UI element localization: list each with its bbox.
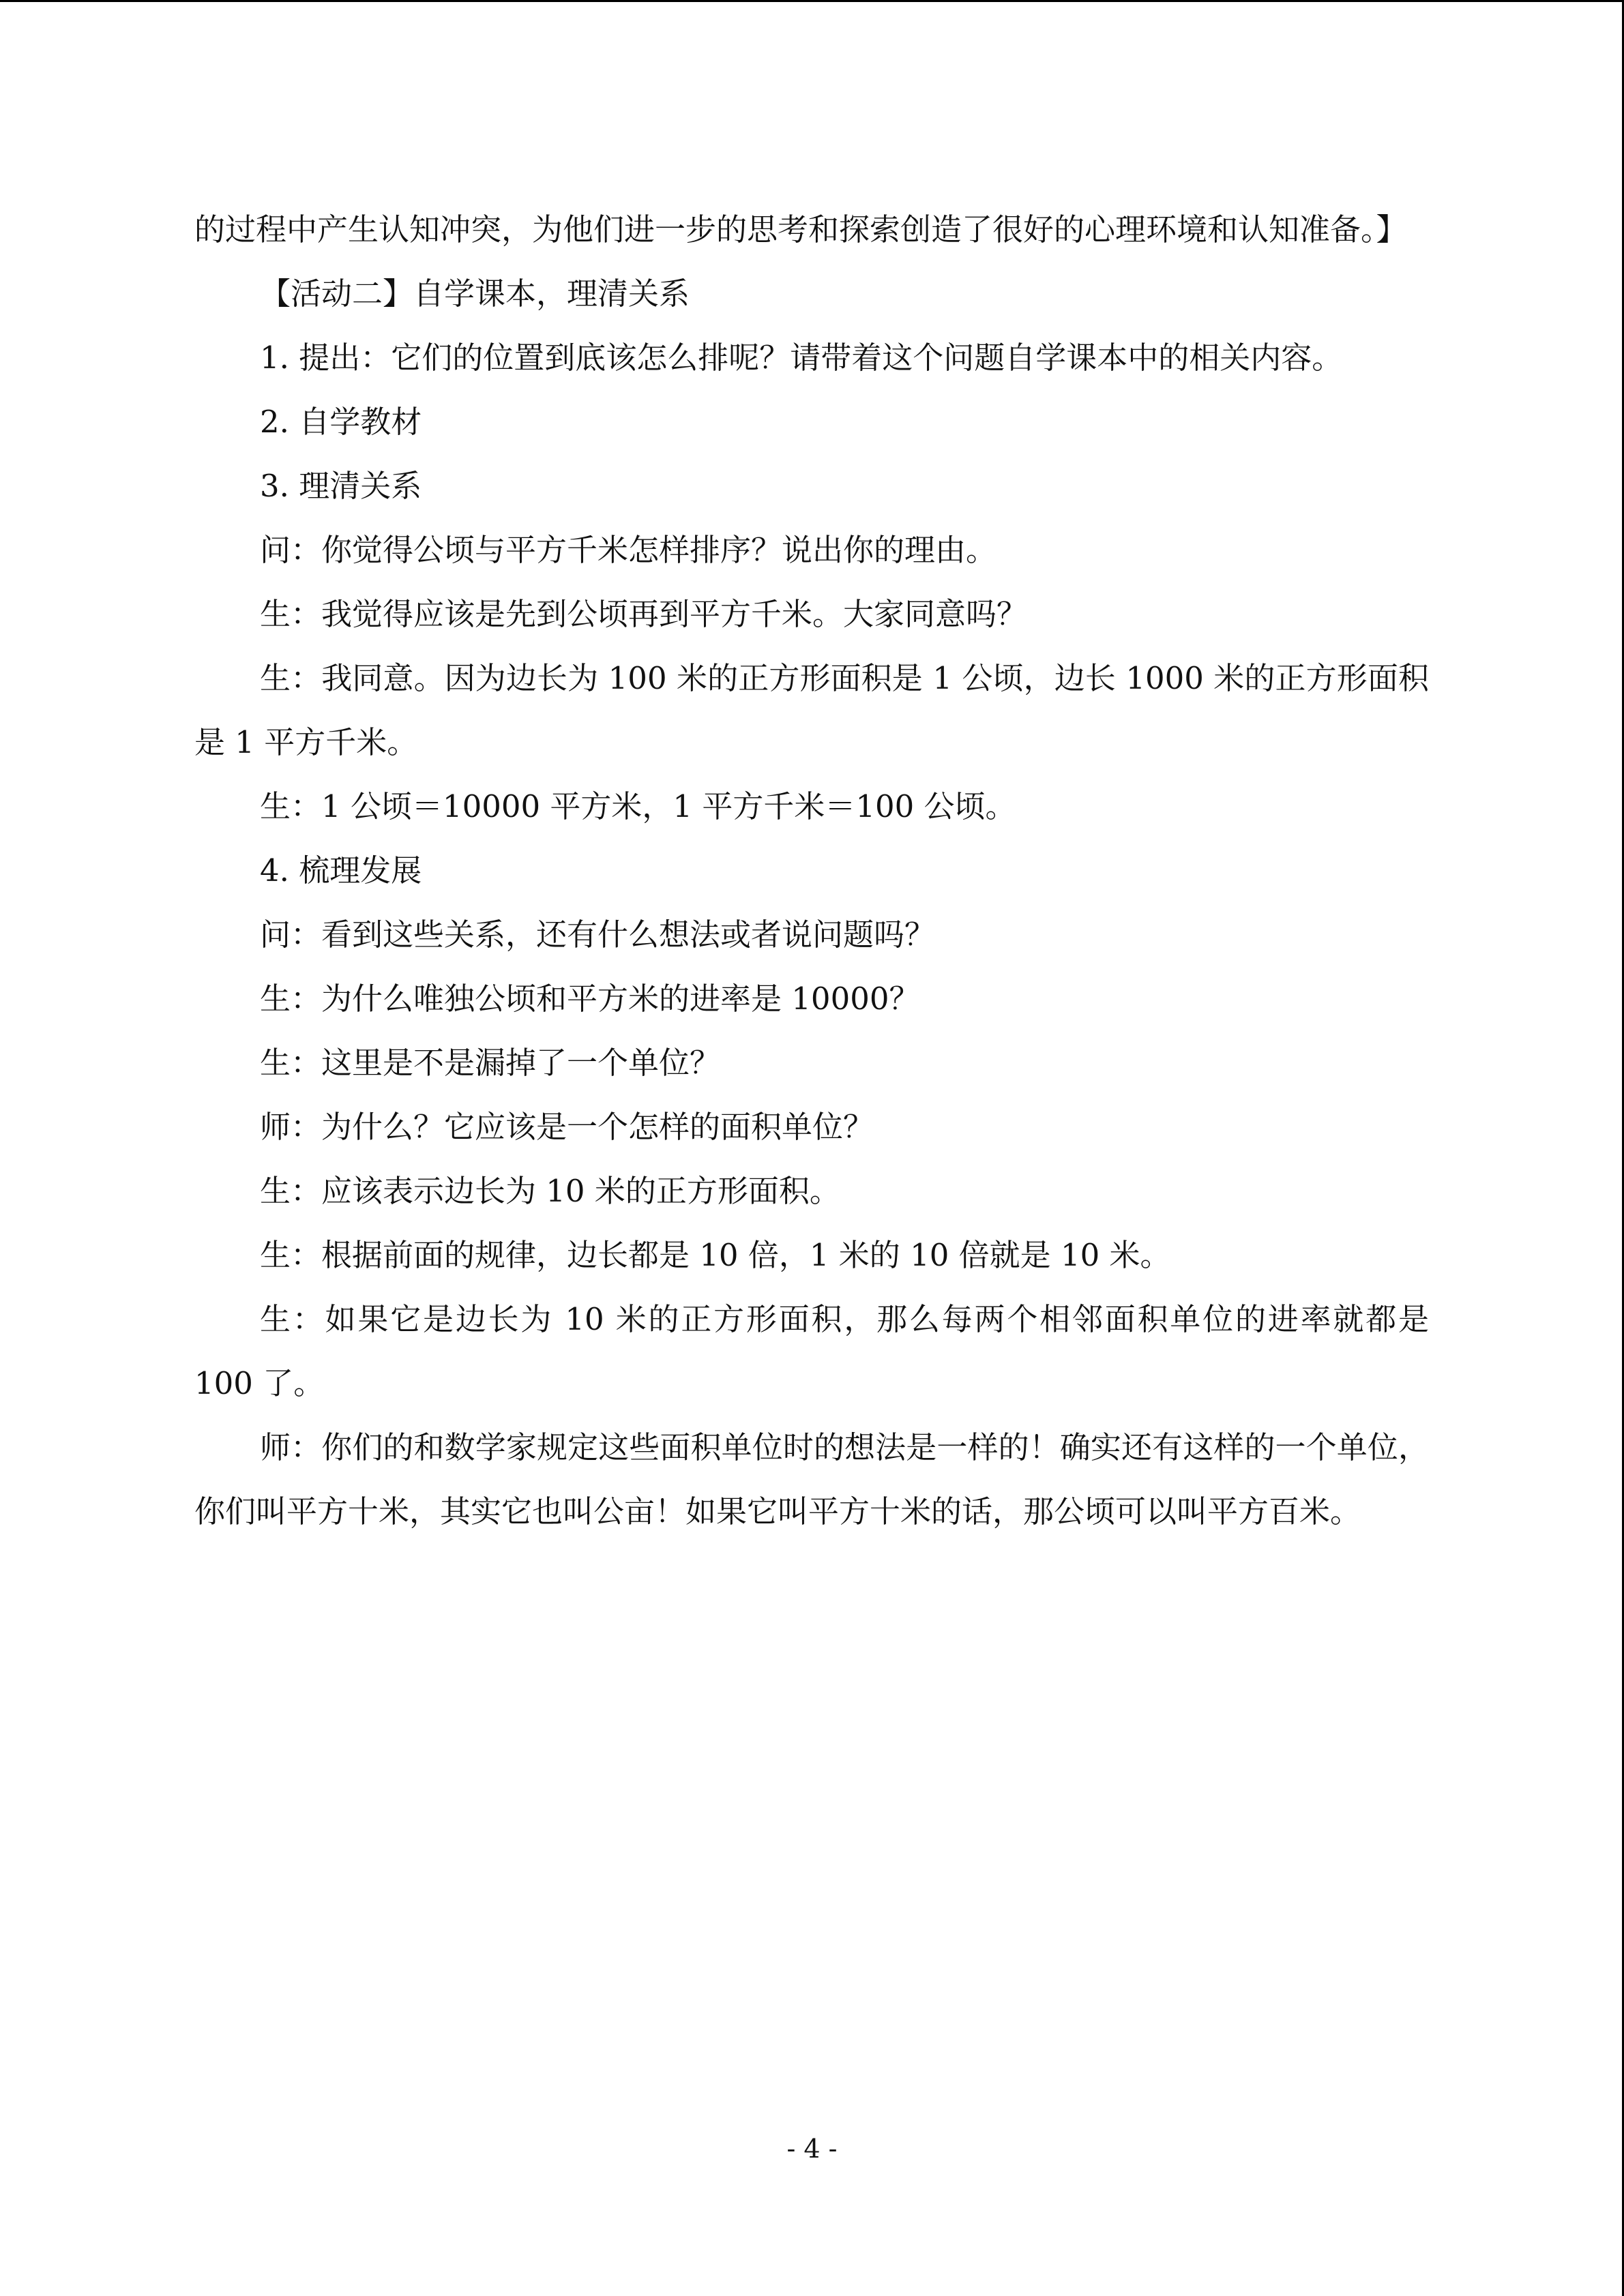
dialogue-line: 生：1 公顷＝10000 平方米，1 平方千米＝100 公顷。: [260, 788, 1016, 824]
dialogue-line: 问：你觉得公顷与平方千米怎样排序？说出你的理由。: [260, 532, 997, 568]
paragraph-1: 的过程中产生认知冲突，为他们进一步的思考和探索创造了很好的心理环境和认知准备。】: [194, 211, 1407, 248]
dialogue-line: 生：如果它是边长为 10 米的正方形面积，那么每两个相邻面积单位的进率就都是 100 了。: [194, 1301, 1429, 1401]
dialogue-line: 生：我同意。因为边长为 100 米的正方形面积是 1 公顷，边长 1000 米的正方形面积是 1 平方千米。: [194, 660, 1429, 760]
dialogue-line: 师：为什么？它应该是一个怎样的面积单位？: [260, 1109, 874, 1145]
dialogue-line: 生：应该表示边长为 10 米的正方形面积。: [260, 1173, 840, 1209]
dialogue-line: 生：我觉得应该是先到公顷再到平方千米。大家同意吗？: [260, 596, 1028, 632]
document-body: [194, 198, 1429, 1544]
activity-heading: 【活动二】自学课本，理清关系: [260, 275, 690, 312]
dialogue-line: 生：为什么唯独公顷和平方米的进率是 10000？: [260, 981, 920, 1017]
step-1: 1. 提出：它们的位置到底该怎么排呢？请带着这个问题自学课本中的相关内容。: [260, 340, 1343, 376]
dialogue-line: 师：你们的和数学家规定这些面积单位时的想法是一样的！确实还有这样的一个单位，你们叫平方十米，其实它也叫公亩！如果它叫平方十米的话，那公顷可以叫平方百米。: [194, 1429, 1429, 1530]
page-number: - 4 -: [786, 2134, 838, 2164]
dialogue-line: 生：这里是不是漏掉了一个单位？: [260, 1045, 721, 1081]
top-border: [0, 0, 1624, 2]
dialogue-line: 生：根据前面的规律，边长都是 10 倍，1 米的 10 倍就是 10 米。: [260, 1237, 1171, 1273]
step-4: 4. 梳理发展: [260, 852, 422, 889]
step-2: 2. 自学教材: [260, 404, 422, 440]
dialogue-line: 问：看到这些关系，还有什么想法或者说问题吗？: [260, 916, 936, 953]
step-3: 3. 理清关系: [260, 468, 422, 504]
